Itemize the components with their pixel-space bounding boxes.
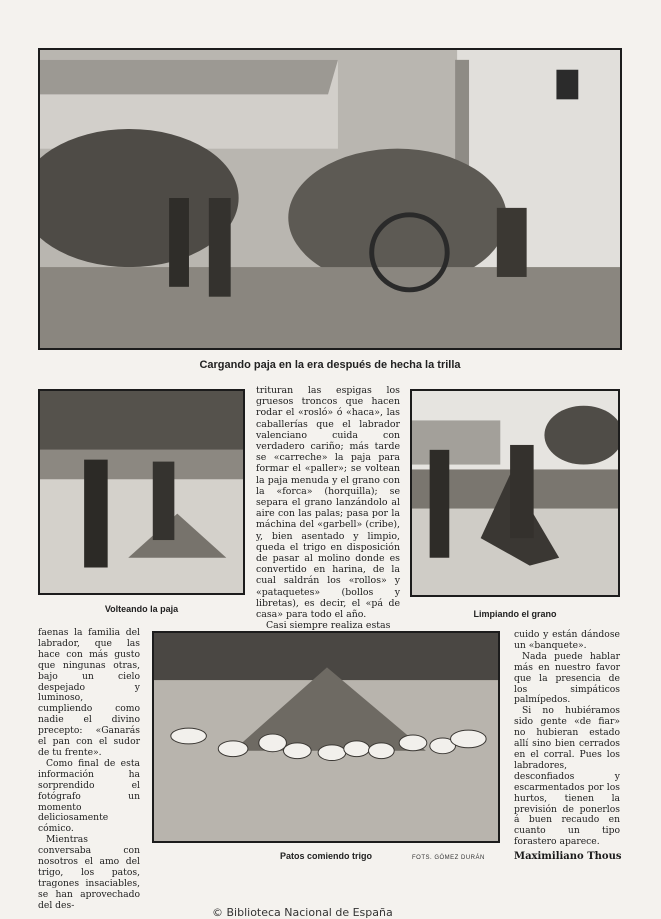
photo-credit: FOTS. GÓMEZ DURÁN bbox=[412, 855, 485, 861]
text-middle-column bbox=[256, 385, 400, 631]
text-left-column bbox=[38, 628, 140, 912]
paragraph-middle-tail: Casi siempre realiza estas bbox=[266, 620, 391, 632]
paragraph-left-1: faenas la familia del labrador, que las hace con más gusto que ningunas otras, bajo un cielo despejado y luminoso, cumpliendo como nadie el divino precepto: «Ganarás el pan con el sudor de tu frente». bbox=[38, 627, 140, 758]
photo-ducks-eating bbox=[152, 631, 500, 843]
photo-turning-straw bbox=[38, 389, 245, 595]
caption-top: Cargando paja en la era después de hecha la trilla bbox=[199, 359, 461, 371]
paragraph-right-2: Nada puede hablar más en nuestro favor que la presencia de los simpáticos palmípedos. bbox=[514, 650, 620, 706]
caption-right: Limpiando el grano bbox=[473, 609, 557, 619]
photo-cleaning-grain bbox=[410, 389, 620, 597]
paragraph-left-2: Como final de esta información ha sorprendido el fotógrafo un momento deliciosamente cómico. bbox=[38, 757, 140, 835]
paragraph-right-1: cuido y están dándose un «banquete». bbox=[514, 629, 620, 651]
caption-bottom: Patos comiendo trigo bbox=[279, 851, 372, 861]
footer-copyright: © Biblioteca Nacional de España bbox=[212, 906, 393, 919]
text-right-column bbox=[514, 630, 620, 848]
paragraph-left-3: Mientras conversaba con nosotros el amo del trigo, los patos, tragones insaciables, se han aprovechado del des- bbox=[38, 834, 140, 911]
caption-left: Volteando la paja bbox=[104, 604, 179, 614]
paragraph-right-3: Si no hubiéramos sido gente «de fiar» no hubieran estado allí sino bien cerrados en el corral. Pues los labradores, desconfiados y escarmentados por los hurtos, tienen la previsión de ponerlos á buen recaudo en cuanto un tipo forastero aparece. bbox=[514, 705, 620, 848]
author-signature: Maximiliano Thous bbox=[514, 851, 622, 862]
photo-loading-straw bbox=[38, 48, 622, 350]
paragraph-middle: trituran las espigas los gruesos troncos que hacen rodar el «rosló» ó «haca», las caballerías que el labrador valenciano cuida con verdadero cariño; más tarde se «carreche» la paja para formar el «paller»; se voltean la paja menuda y el grano con la «forca» (horquilla); se separa el grano lanzándolo al aire con las palas; pasa por la máchina del «garbell» (cribe), y, bien asentado y limpio, queda el trigo en disposición de pasar al molino donde es convertido en harina, de la cual saldrán los «rollos» y «pataquetes» (bollos y libretas), es decir, el «pá de casa» para todo el año. bbox=[256, 385, 400, 621]
